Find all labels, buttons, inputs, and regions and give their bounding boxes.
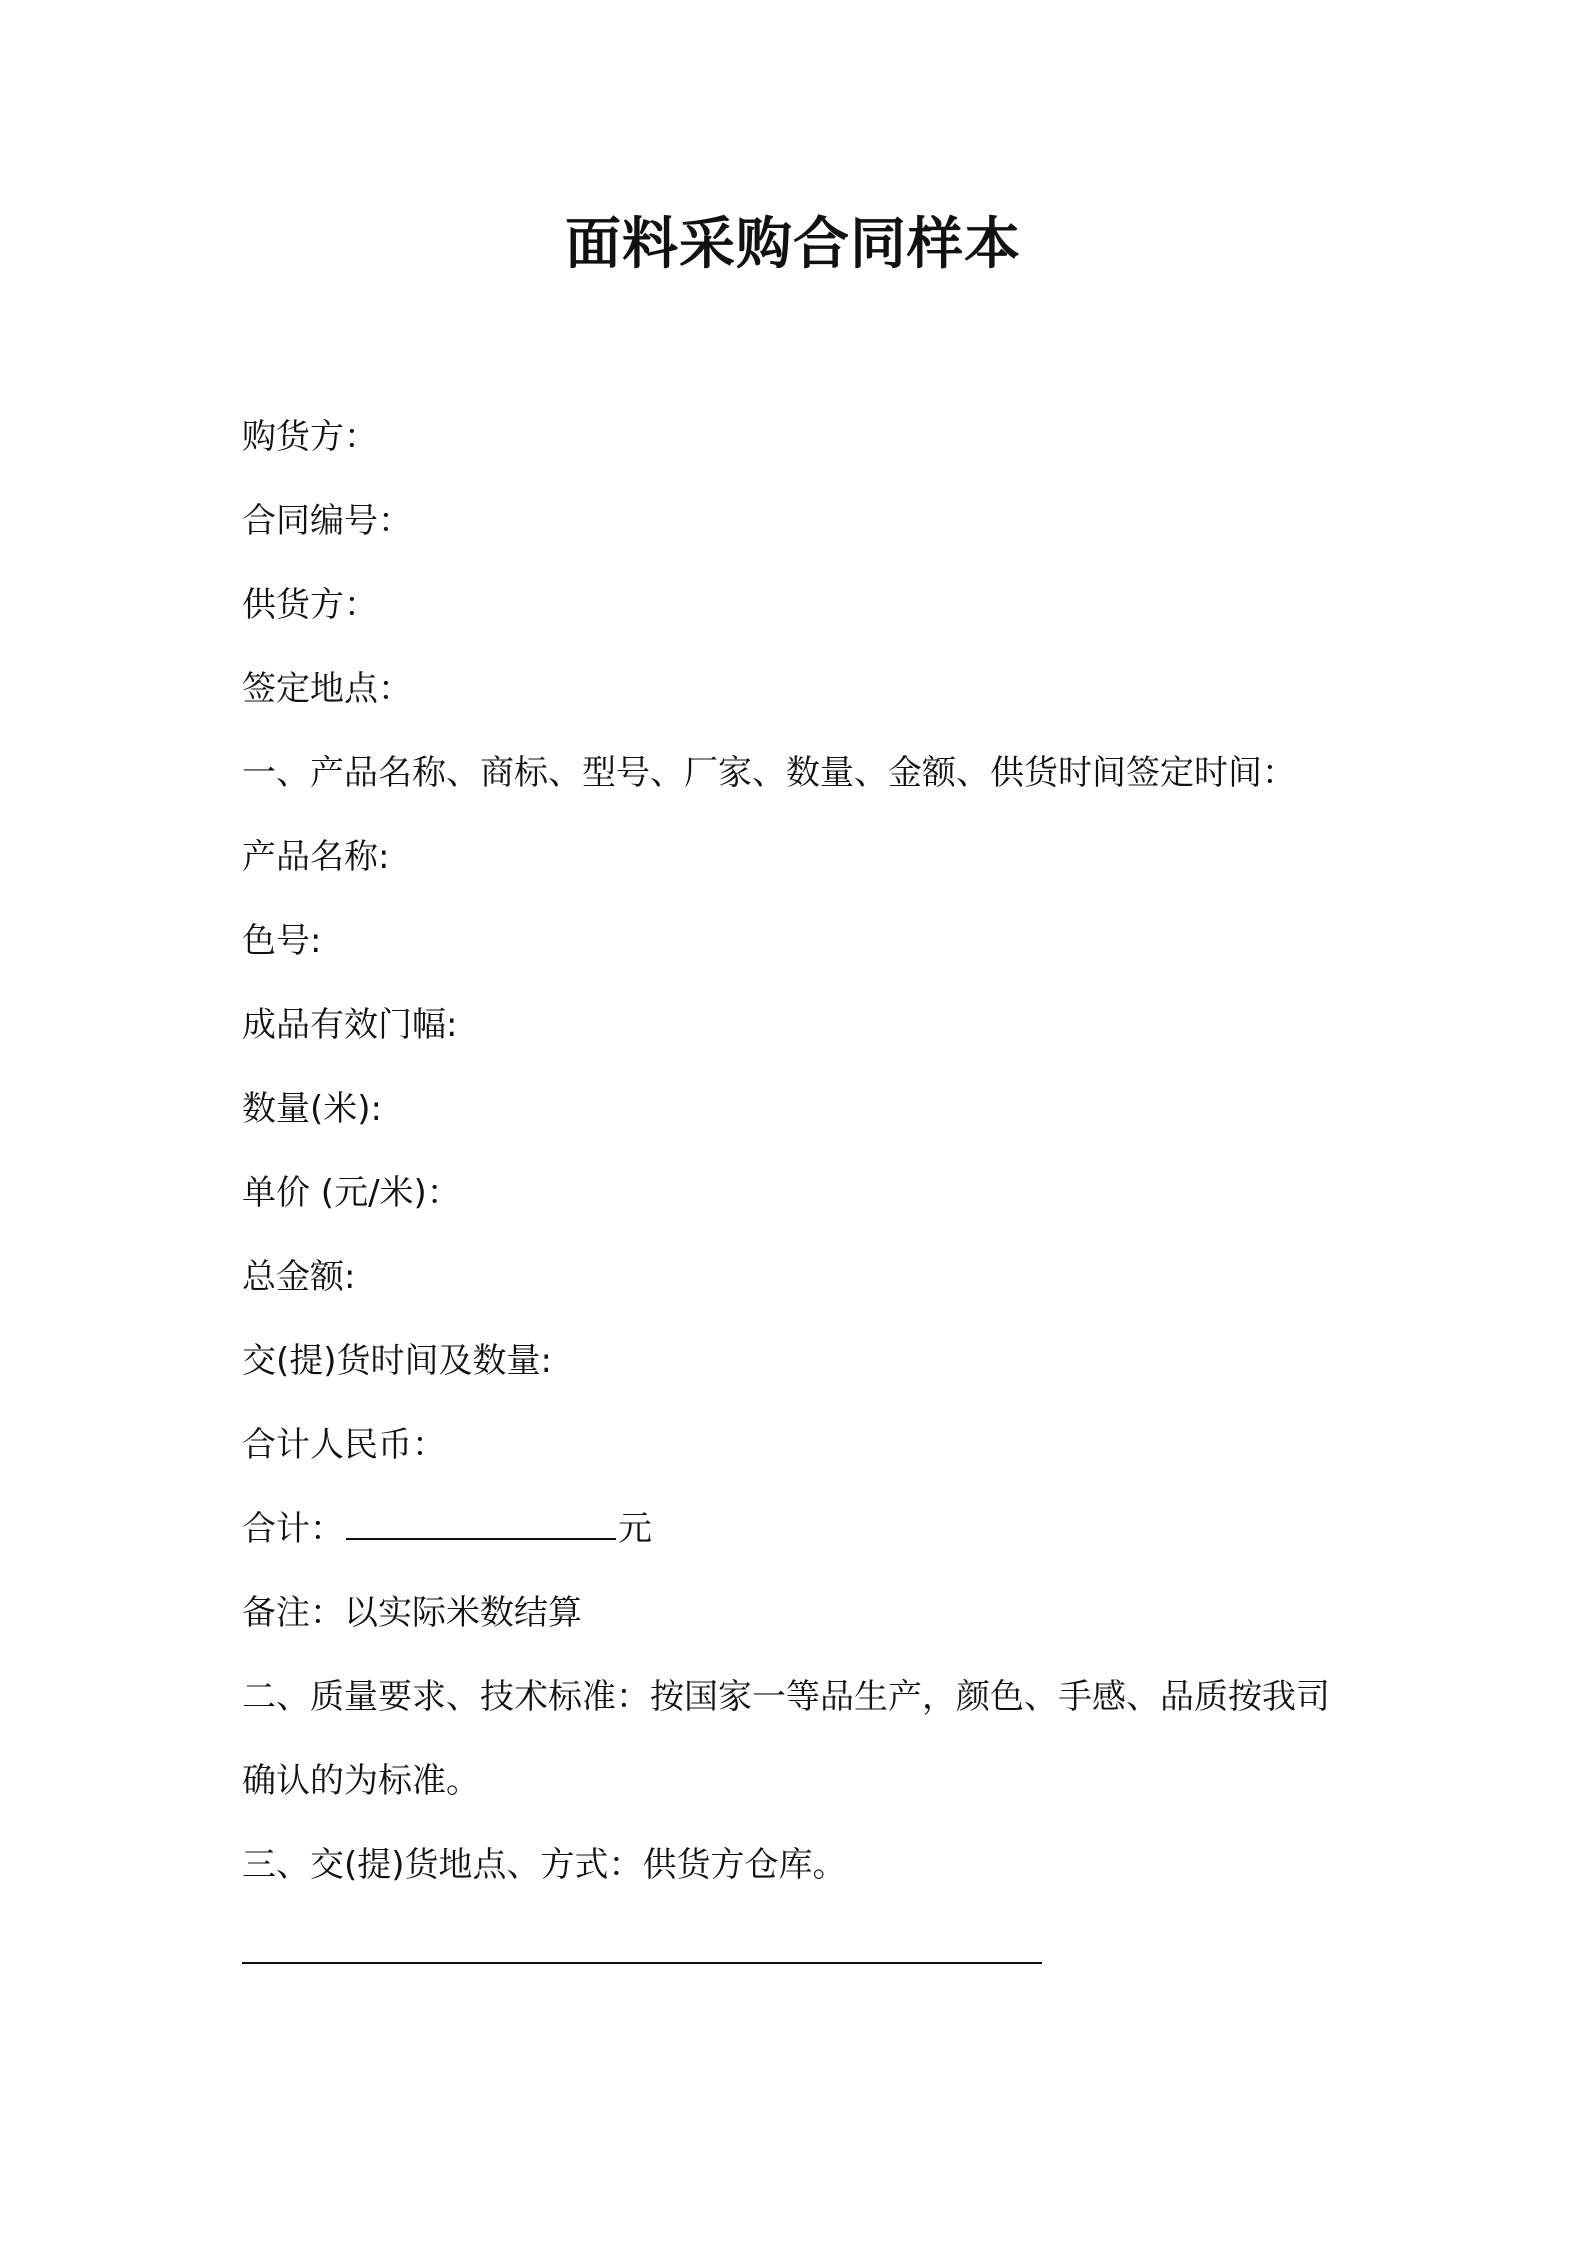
total-amount-field: 总金额: (242, 1257, 356, 1297)
product-name-field: 产品名称: (242, 837, 390, 877)
document-title: 面料采购合同样本 (565, 212, 1021, 277)
fabric-width-field: 成品有效门幅: (242, 1005, 458, 1045)
total-prefix: 合计： (242, 1509, 344, 1549)
section1-heading: 一、产品名称、商标、型号、厂家、数量、金额、供货时间签定时间： (242, 753, 1296, 793)
unit-price-field: 单价 (元/米)： (242, 1173, 461, 1213)
total-rmb-field: 合计人民币： (242, 1425, 446, 1465)
color-number-field: 色号: (242, 921, 322, 961)
supplier-field: 供货方： (242, 585, 378, 625)
delivery-time-field: 交(提)货时间及数量: (242, 1341, 552, 1381)
contract-number-field: 合同编号： (242, 501, 412, 541)
remark: 备注：以实际米数结算 (242, 1593, 582, 1633)
buyer-field: 购货方： (242, 417, 378, 457)
quantity-field: 数量(米): (242, 1089, 382, 1129)
total-suffix: 元 (618, 1509, 652, 1549)
section3-delivery: 三、交(提)货地点、方式：供货方仓库。 (242, 1845, 847, 1885)
signing-place-field: 签定地点： (242, 669, 412, 709)
total-line (242, 1504, 652, 1554)
bottom-rule (242, 1962, 1042, 1964)
total-blank (346, 1508, 616, 1540)
section2-quality: 二、质量要求、技术标准：按国家一等品生产，颜色、手感、品质按我司确认的为标准。 (242, 1677, 1330, 1801)
